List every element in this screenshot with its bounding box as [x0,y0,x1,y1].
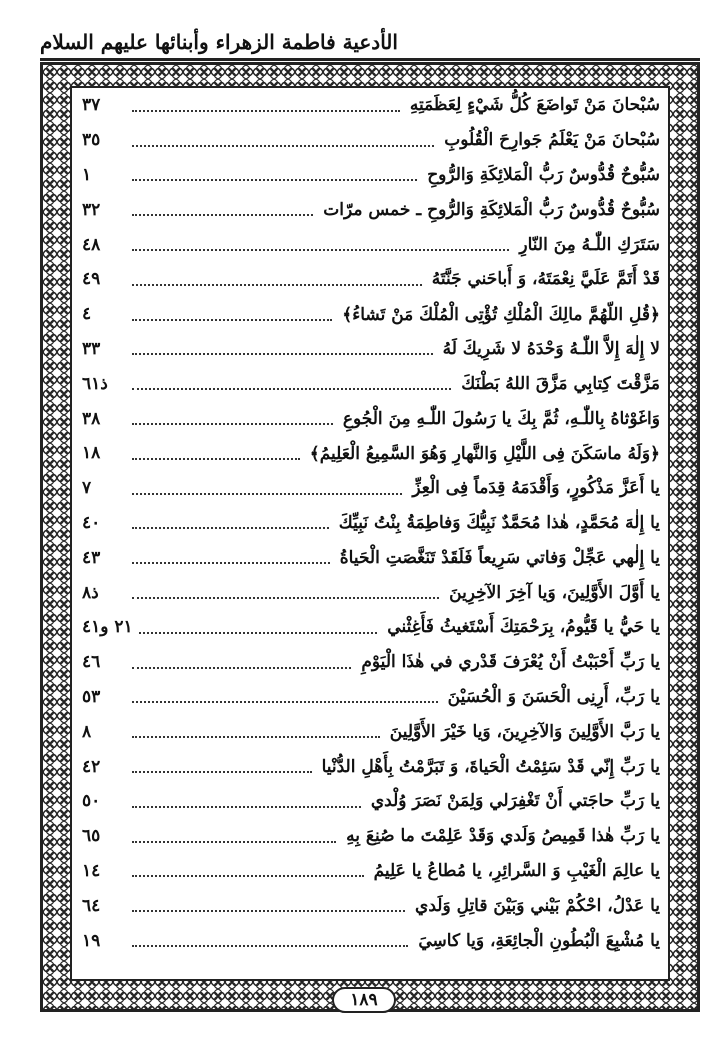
toc-entry-text: يا إِلٰهَ مُحَمَّدٍ، هٰذا مُحَمَّدٌ نَبِيُّكَ وَفاطِمَةُ بِنْتُ نَبِيِّكَ [338,512,660,533]
toc-entry [72,471,668,506]
dot-leader [132,806,361,808]
dot-leader [132,667,351,669]
toc-entry-text: يا رَبِّ إِنّي قَدْ سَئِمْتُ الْحَياةَ، وَ تَبَرَّمْتُ بِأَهْلِ الدُّنْيا [321,756,660,777]
running-header: الأدعية فاطمة الزهراء وأبنائها عليهم السلام [40,30,398,54]
toc-entry [72,158,668,193]
dot-leader [132,319,332,321]
dot-leader [132,701,438,703]
toc-entry [72,123,668,158]
dot-leader [132,145,434,147]
toc-entry-text: يا رَبَّ الأَوَّلِينَ وَالآخِرِينَ، وَيا خَيْرَ الأَوَّلِينَ [389,721,660,742]
toc-entry-text: سُبْحانَ مَنْ يَعْلَمُ جَوارِحَ الْقُلُوبِ [444,130,660,151]
toc-entry [72,540,668,575]
toc-entry [72,332,668,367]
toc-entry-text: سُبُّوحٌ قُدُّوسٌ رَبُّ الْمَلائِكَةِ وَالرُّوحِ ـ خمس مرّات [323,199,660,220]
toc-entry-text: ﴿وَلَهُ ماسَكَنَ فِى اللَّيْلِ وَالنَّهارِ وَهُوَ السَّمِيعُ الْعَلِيمُ﴾ [309,443,660,464]
dot-leader [132,736,380,738]
dot-leader [132,353,433,355]
toc-entry-page: ٤٣ [82,547,101,568]
dot-leader [132,562,330,564]
toc-entry-page: ٤٨ [82,234,101,255]
toc-entry [72,506,668,541]
toc-entry-page: ١ [82,164,92,185]
toc-entry-page: ٤٢ [82,756,101,777]
page-number: ١٨٩ [332,987,396,1013]
toc-entry-page: ٤٦ [82,652,101,673]
dot-leader [132,458,300,460]
toc-entry-text: يا إِلٰهي عَجِّلْ وَفاتي سَرِيعاً فَلَقَدْ تَنَغَّصَتِ الْحَياةُ [339,547,660,568]
toc-entry [72,610,668,645]
dot-leader [139,632,378,634]
toc-entry [72,575,668,610]
toc-entry [72,401,668,436]
toc-entry [72,784,668,819]
toc-entry [72,88,668,123]
toc-entry-text: يا رَبِّ هٰذا قَمِيصُ وَلَدي وَقَدْ عَلِمْتَ ما صُنِعَ بِهِ [346,826,660,847]
dot-leader [132,945,408,947]
toc-entry-page: ذ٦١ [82,373,108,394]
toc-entry [72,714,668,749]
toc-entry [72,297,668,332]
toc-entry-text: يا حَيُّ يا قَيُّومُ، بِرَحْمَتِكَ أَسْتَغيثُ فَأَغِثْني [387,617,660,638]
toc-entry-page: ٣٥ [82,130,101,151]
dot-leader [132,841,336,843]
dot-leader [132,875,364,877]
toc-entry-page: ٣٢ [82,199,101,220]
toc-entry [72,192,668,227]
toc-entry-text: يا رَبِّ، أَرِنِى الْحَسَنَ وَ الْحُسَيْنَ [447,686,660,707]
toc-entry [72,923,668,958]
toc-entry-page: ٦٤ [82,895,101,916]
toc-entry-text: سَتَرَكِ اللّٰـهُ مِنَ النّارِ [519,234,660,255]
toc-entry-text: يا رَبِّ حاجَتي أَنْ تَغْفِرَلي وَلِمَنْ نَصَرَ وُلْدي [370,791,660,812]
toc-entry-page: ١٤ [82,860,101,881]
toc-entry-page: ٣٧ [82,95,101,116]
dot-leader [132,249,509,251]
dot-leader [132,423,333,425]
toc-entry-text: لا إِلٰهَ إِلاَّ اللّٰـهُ وَحْدَهُ لا شَرِيكَ لَهُ [442,338,660,359]
toc-entry-page: ١٨ [82,443,101,464]
toc-entry-page: ٣٨ [82,408,101,429]
toc-entry-page: ٢١ و٤١ [82,617,133,638]
toc-entry-text: سُبُّوحٌ قُدُّوسٌ رَبُّ الْمَلائِكَةِ وَالرُّوحِ [427,164,660,185]
toc-entry [72,645,668,680]
toc-entry-text: يا عَدْلُ، احْكُمْ بَيْني وَبَيْنَ قاتِلِ وَلَدي [415,895,660,916]
dot-leader [132,388,451,390]
toc-panel [70,86,670,981]
dot-leader [132,284,422,286]
toc-entry [72,819,668,854]
toc-entry [72,749,668,784]
toc-entry-page: ٧ [82,478,92,499]
toc-entry-page: ذ٨ [82,582,99,603]
toc-entry [72,262,668,297]
dot-leader [132,771,312,773]
toc-entry-text: وَاغَوْثاهُ بِاللّٰـهِ، ثُمَّ بِكَ يا رَسُولَ اللّٰـهِ مِنَ الْجُوعِ [342,408,660,429]
toc-entry-text: سُبْحانَ مَنْ تَواضَعَ كُلُّ شَيْءٍ لِعَظَمَتِهِ [409,95,660,116]
toc-entry-page: ٤ [82,304,92,325]
toc-entry-text: يا أَوَّلَ الأَوَّلِينَ، وَيا آخِرَ الآخِرِينَ [449,582,660,603]
toc-entry [72,366,668,401]
toc-entry [72,227,668,262]
toc-entry-page: ٣٣ [82,338,101,359]
toc-list [72,88,668,958]
toc-entry-page: ٤٩ [82,269,101,290]
toc-entry [72,854,668,889]
dot-leader [132,527,329,529]
toc-entry-text: يا رَبِّ أَحْبَبْتُ أَنْ يُعْرَفَ قَدْري في هٰذَا الْيَوْمِ [361,652,660,673]
dot-leader [132,214,313,216]
toc-entry-text: قَدْ أَتَمَّ عَلَيَّ نِعْمَتَهُ، وَ أَباحَني جَنَّتَهُ [431,269,660,290]
dot-leader [132,493,402,495]
toc-entry-page: ٥٣ [82,686,101,707]
dot-leader [132,910,405,912]
dot-leader [132,110,400,112]
toc-entry-text: يا مُشْبِعَ الْبُطُونِ الْجائِعَةِ، وَيا كاسِيَ [418,930,660,951]
toc-entry [72,888,668,923]
toc-entry-page: ٨ [82,721,92,742]
dot-leader [132,179,417,181]
toc-entry-page: ٥٠ [82,791,101,812]
toc-entry-page: ٤٠ [82,512,101,533]
toc-entry-text: يا عالِمَ الْغَيْبِ وَ السَّرائِرِ، يا مُطاعُ يا عَلِيمُ [373,860,660,881]
header-rule [40,58,700,61]
toc-entry-page: ١٩ [82,930,101,951]
toc-entry [72,436,668,471]
dot-leader [132,597,439,599]
toc-entry-page: ٦٥ [82,826,101,847]
toc-entry-text: يا أَعَزَّ مَذْكُورٍ، وَأَقْدَمَهُ قِدَماً فِى الْعِزِّ [412,478,660,499]
toc-entry-text: ﴿قُلِ اللّهُمَّ مالِكَ الْمُلْكِ تُؤْتِى الْمُلْكَ مَنْ تَشاءُ﴾ [342,304,660,325]
toc-entry-text: مَزَّقْتَ كِتابِي مَزَّقَ اللهُ بَطْنَكَ [461,373,660,394]
toc-entry [72,680,668,715]
